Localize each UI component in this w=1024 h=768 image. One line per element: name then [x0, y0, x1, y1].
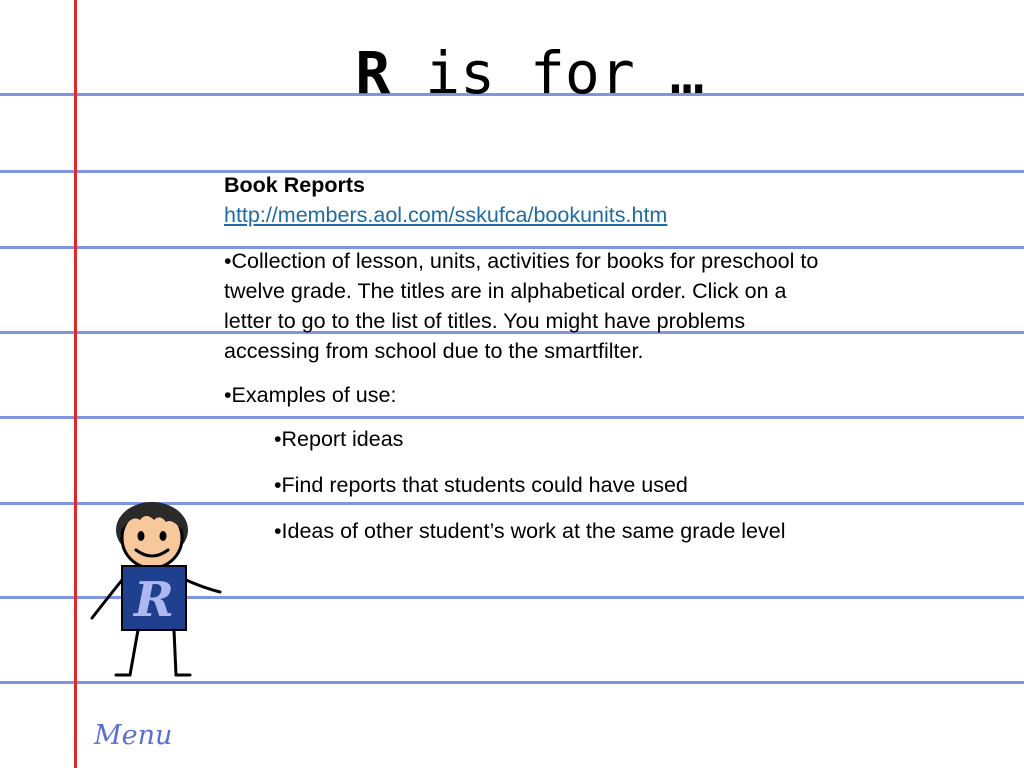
shirt-letter: R [134, 572, 174, 628]
eye-left [138, 531, 145, 541]
example-item: •Report ideas [274, 427, 404, 451]
content-block [224, 170, 834, 562]
eye-right [160, 531, 167, 541]
menu-link[interactable]: Menu [94, 720, 173, 751]
leg-right [174, 630, 176, 675]
example-item: •Find reports that students could have used [274, 473, 688, 497]
rule-line [0, 681, 1024, 684]
title-letter: R [355, 39, 391, 107]
resource-link[interactable]: http://members.aol.com/sskufca/bookunits.htm [224, 203, 668, 227]
margin-line [74, 0, 77, 768]
title-text: is for … [390, 39, 705, 107]
letter-character [86, 500, 226, 680]
page-title [0, 38, 1024, 108]
examples-heading: •Examples of use: [224, 383, 397, 407]
section-heading: Book Reports [224, 173, 365, 197]
arm-right [186, 580, 220, 592]
description-text: •Collection of lesson, units, activities for books for preschool to twelve grade. The titles are in alphabetical order. Click on a letter to go to the list of titles. You might have problems accessing from school due to the smartfilter. [224, 249, 819, 363]
stick-figure-illustration [86, 500, 226, 680]
arm-left [92, 580, 122, 618]
example-item: •Ideas of other student’s work at the same grade level [274, 519, 786, 543]
leg-left [130, 630, 138, 675]
